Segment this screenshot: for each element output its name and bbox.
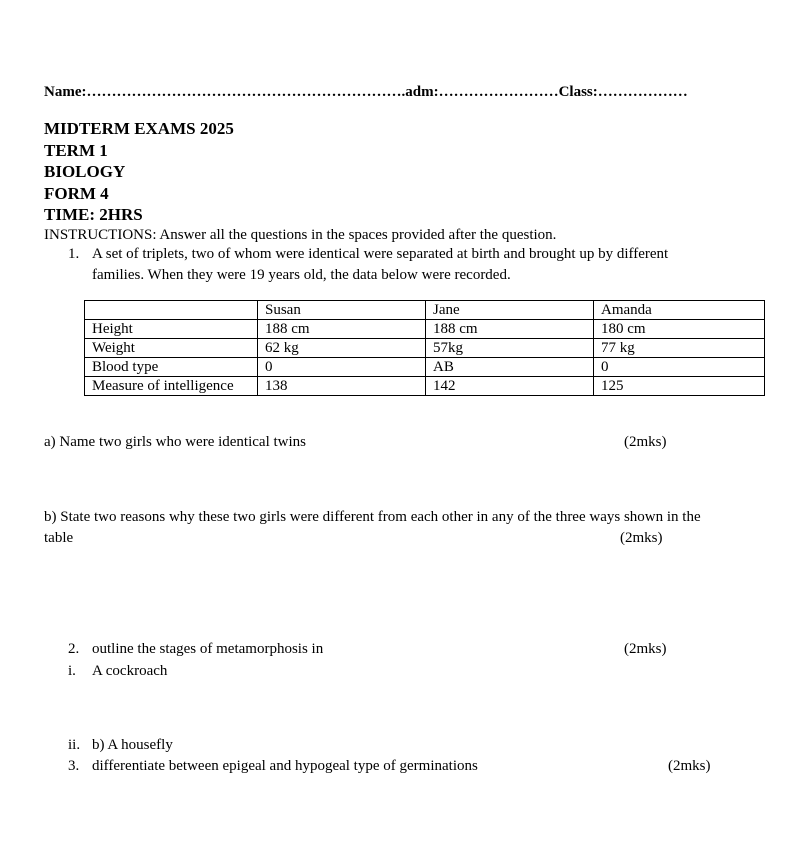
table-row xyxy=(85,377,765,396)
question-2-marks: (2mks) xyxy=(624,641,667,657)
question-2i-number: i. xyxy=(68,663,76,679)
question-2ii-text: b) A housefly xyxy=(92,737,173,753)
question-3-marks: (2mks) xyxy=(668,758,711,774)
table-cell: 138 xyxy=(258,377,426,396)
table-cell: 57kg xyxy=(426,339,594,358)
term-label: TERM 1 xyxy=(44,141,108,160)
table-cell: 188 cm xyxy=(426,320,594,339)
table-cell: 142 xyxy=(426,377,594,396)
table-cell: AB xyxy=(426,358,594,377)
question-1a-marks: (2mks) xyxy=(624,434,667,450)
question-1a-text: a) Name two girls who were identical twins xyxy=(44,434,307,450)
question-1b-marks: (2mks) xyxy=(620,530,663,546)
table-cell: Blood type xyxy=(85,358,258,377)
question-3-number: 3. xyxy=(68,758,80,774)
question-2ii-number: ii. xyxy=(68,737,81,753)
question-2-text: outline the stages of metamorphosis in xyxy=(92,641,324,657)
question-1b-text-line2: table xyxy=(44,530,74,546)
question-1b-text-line1: b) State two reasons why these two girls were different from each other in any of the three ways shown in the xyxy=(44,509,701,525)
triplets-data-table xyxy=(84,300,765,396)
table-row xyxy=(85,320,765,339)
table-cell: 180 cm xyxy=(594,320,765,339)
table-header-row xyxy=(85,301,765,320)
table-header-cell xyxy=(85,301,258,320)
table-cell: 62 kg xyxy=(258,339,426,358)
exam-title: MIDTERM EXAMS 2025 xyxy=(44,119,234,138)
table-header-cell: Jane xyxy=(426,301,594,320)
table-cell: 0 xyxy=(594,358,765,377)
time-label: TIME: 2HRS xyxy=(44,205,143,224)
question-1-number: 1. xyxy=(68,246,80,262)
name-adm-class-line: Name:……………………………………………………….adm:……………………Class:……………… xyxy=(44,84,688,100)
table-cell: 77 kg xyxy=(594,339,765,358)
question-1-text-line2: families. When they were 19 years old, the data below were recorded. xyxy=(92,267,511,283)
question-1-text-line1: A set of triplets, two of whom were identical were separated at birth and brought up by different xyxy=(92,246,669,262)
table-cell: 188 cm xyxy=(258,320,426,339)
table-cell: Height xyxy=(85,320,258,339)
question-2i-text: A cockroach xyxy=(92,663,168,679)
question-3-text: differentiate between epigeal and hypogeal type of germinations xyxy=(92,758,478,774)
table-cell: 125 xyxy=(594,377,765,396)
table-header-cell: Amanda xyxy=(594,301,765,320)
table-cell: Measure of intelligence xyxy=(85,377,258,396)
table-cell: 0 xyxy=(258,358,426,377)
table-row xyxy=(85,358,765,377)
table-header-cell: Susan xyxy=(258,301,426,320)
subject-label: BIOLOGY xyxy=(44,162,126,181)
form-label: FORM 4 xyxy=(44,184,109,203)
table-cell: Weight xyxy=(85,339,258,358)
table-row xyxy=(85,339,765,358)
question-2-number: 2. xyxy=(68,641,80,657)
instructions: INSTRUCTIONS: Answer all the questions in the spaces provided after the question. xyxy=(44,227,557,243)
